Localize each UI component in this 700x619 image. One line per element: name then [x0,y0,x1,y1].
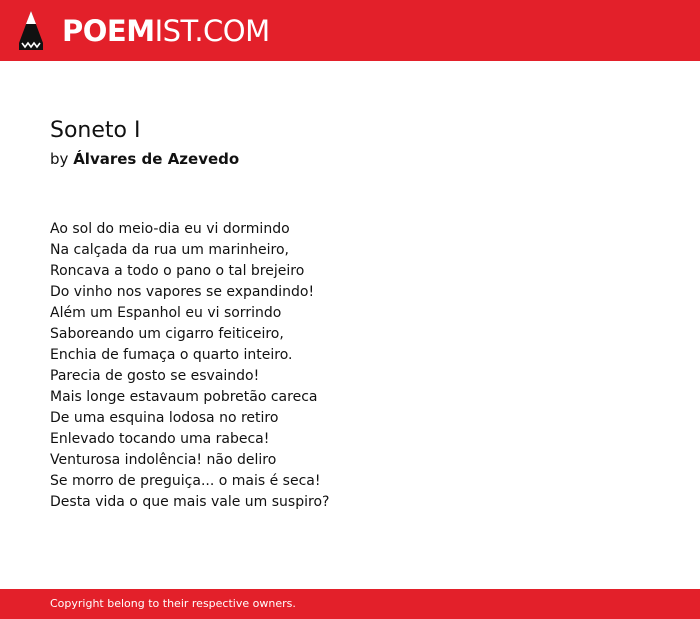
site-footer [0,589,700,619]
copyright-notice: Copyright belong to their respective owners. [50,597,296,610]
logo-text-bold: POEM [62,14,155,48]
poem-line: Saboreando um cigarro feiticeiro, [50,326,284,342]
byline-prefix: by [50,150,69,168]
poem-byline [50,149,239,169]
poem-line: Enchia de fumaça o quarto inteiro. [50,347,293,363]
poem-title: Soneto I [50,118,141,143]
poem-body [50,219,329,513]
site-header [0,0,700,61]
pencil-tip-icon[interactable] [18,10,44,51]
poem-line: Parecia de gosto se esvaindo! [50,368,260,384]
site-logo-link[interactable] [62,13,270,49]
poem-author: Álvares de Azevedo [73,150,240,168]
poem-line: Ao sol do meio-dia eu vi dormindo [50,221,290,237]
poem-line: Do vinho nos vapores se expandindo! [50,284,315,300]
poem-line: Roncava a todo o pano o tal brejeiro [50,263,305,279]
poem-line: Além um Espanhol eu vi sorrindo [50,305,282,321]
poem-line: Mais longe estavaum pobretão careca [50,389,318,405]
poem-line: Na calçada da rua um marinheiro, [50,242,289,258]
poem-line: Venturosa indolência! não deliro [50,452,277,468]
poem-line: Se morro de preguiça... o mais é seca! [50,473,321,489]
poem-line: Desta vida o que mais vale um suspiro? [50,494,330,510]
poem-line: Enlevado tocando uma rabeca! [50,431,270,447]
logo-text-light: IST.COM [154,14,270,48]
poem-line: De uma esquina lodosa no retiro [50,410,279,426]
